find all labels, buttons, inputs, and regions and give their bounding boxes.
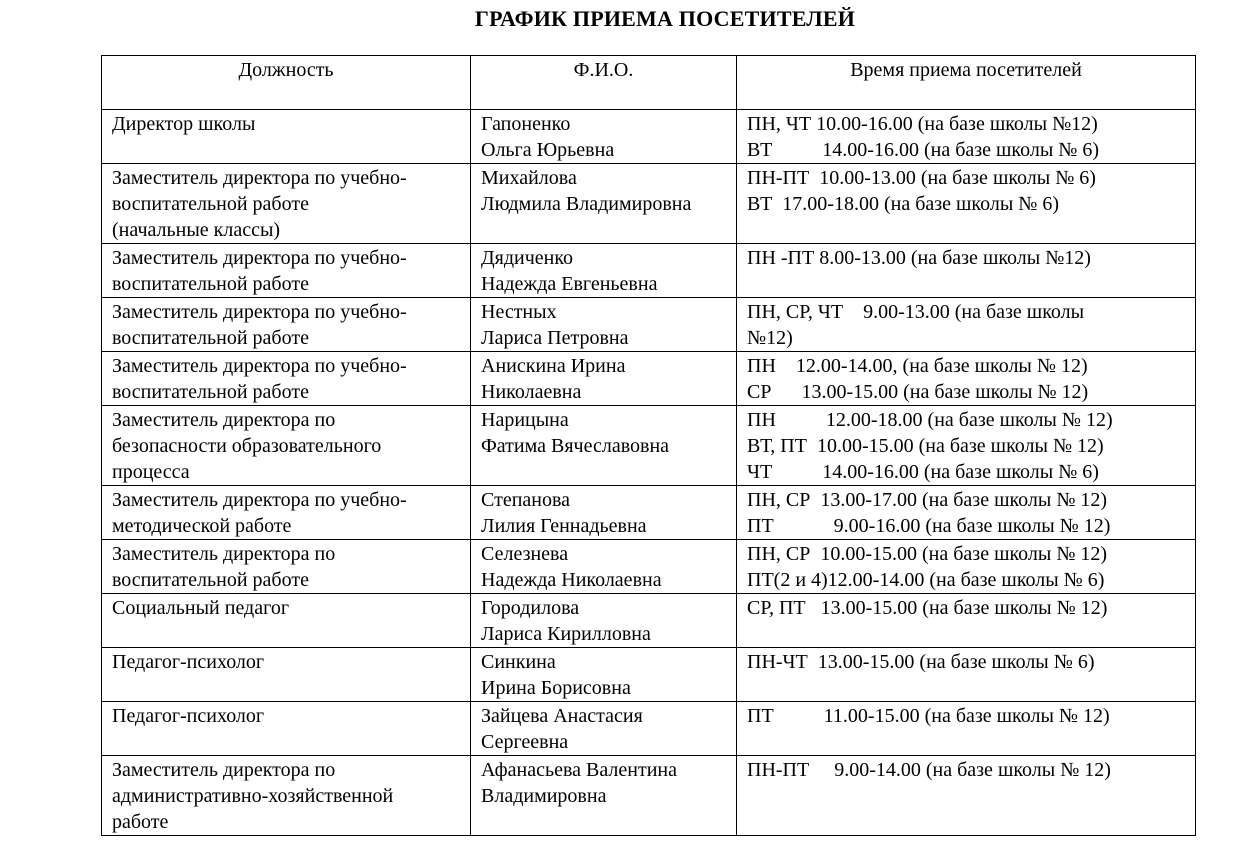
time-line: ПН -ПТ 8.00-13.00 (на базе школы №12) [747,247,1091,269]
position-line: Заместитель директора по учебно- [112,167,407,189]
name-line: Людмила Владимировна [481,193,692,215]
name-line: Ирина Борисовна [481,677,631,699]
name-line: Надежда Николаевна [481,569,662,591]
time-line: ВТ, ПТ 10.00-15.00 (на базе школы № 12) [747,435,1104,457]
position-line: Заместитель директора по учебно- [112,489,407,511]
time-line: СР, ПТ 13.00-15.00 (на базе школы № 12) [747,597,1108,619]
name-line: Селезнева [481,543,569,565]
position-line: Педагог-психолог [112,705,265,727]
position-cell [102,648,471,702]
time-cell [737,352,1196,406]
time-cell [737,406,1196,486]
name-line: Ольга Юрьевна [481,139,615,161]
table-row [102,594,1196,648]
name-cell [471,352,737,406]
time-line: ПТ 11.00-15.00 (на базе школы № 12) [747,705,1110,727]
position-cell [102,486,471,540]
name-line: Михайлова [481,167,577,189]
position-line: методической работе [112,515,292,537]
time-line: ВТ 17.00-18.00 (на базе школы № 6) [747,193,1060,215]
position-cell [102,244,471,298]
table-row [102,298,1196,352]
name-line: Зайцева Анастасия [481,705,643,727]
position-cell [102,540,471,594]
name-cell [471,406,737,486]
position-line: (начальные классы) [112,219,281,241]
table-row [102,352,1196,406]
time-line: ВТ 14.00-16.00 (на базе школы № 6) [747,139,1100,161]
page-title: ГРАФИК ПРИЕМА ПОСЕТИТЕЛЕЙ [474,6,856,31]
position-cell [102,110,471,164]
position-line: работе [112,811,169,833]
time-line: №12) [747,327,793,349]
name-cell [471,298,737,352]
position-line: Социальный педагог [112,597,290,619]
name-line: Лариса Петровна [481,327,629,349]
position-cell [102,406,471,486]
position-line: процесса [112,461,190,483]
table-row [102,540,1196,594]
time-cell [737,110,1196,164]
time-cell [737,702,1196,756]
position-line: Заместитель директора по учебно- [112,301,407,323]
name-cell [471,540,737,594]
position-cell [102,298,471,352]
name-line: Афанасьева Валентина [481,759,678,781]
time-line: ПН 12.00-14.00, (на базе школы № 12) [747,355,1088,377]
name-line: Лариса Кирилловна [481,623,651,645]
position-line: воспитательной работе [112,193,309,215]
position-line: воспитательной работе [112,381,309,403]
header-time: Время приема посетителей [737,56,1196,110]
position-cell [102,594,471,648]
time-line: ЧТ 14.00-16.00 (на базе школы № 6) [747,461,1099,483]
table-row [102,648,1196,702]
time-line: ПН, СР, ЧТ 9.00-13.00 (на базе школы [747,301,1085,323]
name-cell [471,648,737,702]
position-line: Директор школы [112,113,256,135]
time-line: ПТ(2 и 4)12.00-14.00 (на базе школы № 6) [747,569,1105,591]
schedule-table [101,55,1196,836]
header-name: Ф.И.О. [471,56,737,110]
name-cell [471,164,737,244]
position-line: воспитательной работе [112,327,309,349]
name-line: Городилова [481,597,580,619]
name-line: Гапоненко [481,113,571,135]
position-cell [102,702,471,756]
time-line: ПН 12.00-18.00 (на базе школы № 12) [747,409,1113,431]
time-line: ПН-ПТ 9.00-14.00 (на базе школы № 12) [747,759,1111,781]
time-cell [737,756,1196,836]
name-cell [471,756,737,836]
time-line: ПН-ПТ 10.00-13.00 (на базе школы № 6) [747,167,1096,189]
position-line: Заместитель директора по учебно- [112,247,407,269]
time-cell [737,486,1196,540]
table-row [102,164,1196,244]
position-cell [102,352,471,406]
position-line: Заместитель директора по [112,409,336,431]
name-cell [471,702,737,756]
time-line: ПН-ЧТ 13.00-15.00 (на базе школы № 6) [747,651,1095,673]
table-row [102,244,1196,298]
table-header-row [102,56,1196,110]
name-line: Лилия Геннадьевна [481,515,647,537]
name-line: Нарицына [481,409,569,431]
position-line: воспитательной работе [112,273,309,295]
schedule-body [102,110,1196,836]
name-cell [471,486,737,540]
name-line: Сергеевна [481,731,569,753]
position-cell [102,756,471,836]
table-row [102,110,1196,164]
name-line: Синкина [481,651,556,673]
time-line: ПН, ЧТ 10.00-16.00 (на базе школы №12) [747,113,1098,135]
name-line: Фатима Вячеславовна [481,435,670,457]
name-line: Нестных [481,301,557,323]
table-row [102,702,1196,756]
name-line: Надежда Евгеньевна [481,273,658,295]
table-row [102,406,1196,486]
name-line: Анискина Ирина [481,355,626,377]
time-line: СР 13.00-15.00 (на базе школы № 12) [747,381,1089,403]
header-position: Должность [102,56,471,110]
table-row [102,486,1196,540]
time-cell [737,648,1196,702]
table-row [102,756,1196,836]
name-line: Дядиченко [481,247,574,269]
time-line: ПТ 9.00-16.00 (на базе школы № 12) [747,515,1111,537]
time-cell [737,594,1196,648]
name-line: Николаевна [481,381,582,403]
position-line: административно-хозяйственной [112,785,394,807]
name-cell [471,110,737,164]
time-cell [737,244,1196,298]
name-cell [471,244,737,298]
position-line: Заместитель директора по [112,543,336,565]
time-cell [737,540,1196,594]
time-line: ПН, СР 10.00-15.00 (на базе школы № 12) [747,543,1108,565]
time-cell [737,298,1196,352]
position-line: воспитательной работе [112,569,309,591]
position-line: Заместитель директора по [112,759,336,781]
name-line: Степанова [481,489,571,511]
name-cell [471,594,737,648]
position-line: Заместитель директора по учебно- [112,355,407,377]
name-line: Владимировна [481,785,607,807]
position-line: Педагог-психолог [112,651,265,673]
time-cell [737,164,1196,244]
position-line: безопасности образовательного [112,435,382,457]
time-line: ПН, СР 13.00-17.00 (на базе школы № 12) [747,489,1108,511]
position-cell [102,164,471,244]
